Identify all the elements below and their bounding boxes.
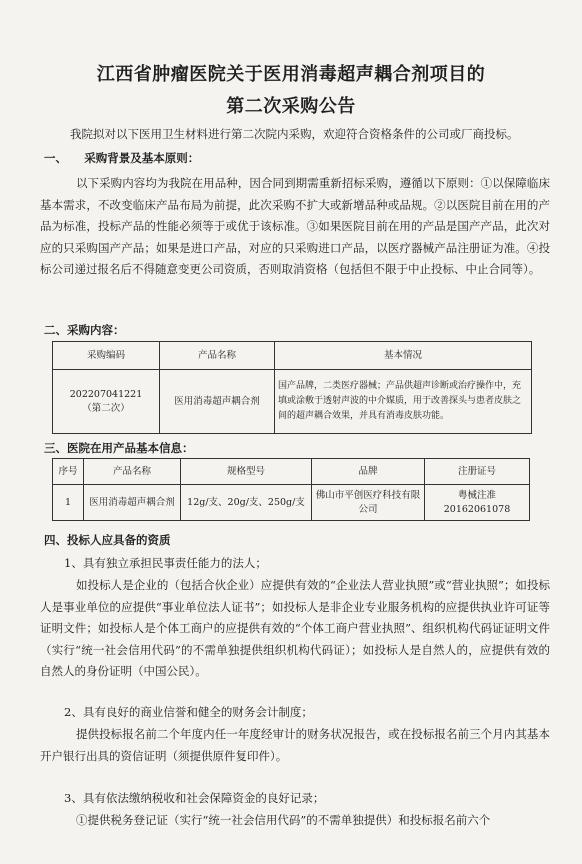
cell-brand: 佛山市平创医疗科技有限公司 — [312, 485, 425, 521]
cell-description: 国产品牌，二类医疗器械；产品供超声诊断或治疗操作中，充填或涂敷于透射声波的中介媒质，用于改善探头与患者皮肤之间的超声耦合效果，并具有消毒皮肤功能。 — [275, 370, 532, 434]
qualification-2-body: 提供投标报名前二个年度内任一年度经审计的财务状况报告，或在投标报名前三个月内其基本开户银行出具的资信证明（须提供原件复印件）。 — [40, 727, 550, 763]
round-text: （第二次） — [82, 402, 130, 414]
col-header-spec: 规格型号 — [181, 459, 312, 485]
title-line-2: 第二次采购公告 — [226, 96, 356, 117]
section-1-heading: 一、 采购背景及基本原则： — [44, 151, 200, 165]
qualification-2: 2、具有良好的商业信誉和健全的财务会计制度； — [64, 705, 313, 719]
col-header-reg: 注册证号 — [425, 459, 530, 485]
product-info-table — [52, 458, 530, 521]
col-header-product: 产品名称 — [84, 459, 181, 485]
col-header-code: 采购编码 — [53, 342, 160, 370]
qualification-1-body: 如投标人是企业的（包括合伙企业）应提供有效的“企业法人营业执照”或“营业执照”；如投标人是事业单位的应提供“事业单位法人证书”；如投标人是非企业专业服务机构的应提供执业许可证等证明文件；如投标人是个体工商户的应提供有效的“个体工商户营业执照”、组织机构代码证证明文件（实行“统一社会信用代码”的不需单独提供组织机构代码证）；如投标人是自然人的，应提供有效的自然人的身份证明（中国公民）。 — [40, 578, 550, 678]
section-3-heading: 三、医院在用产品基本信息： — [44, 441, 194, 455]
section-4-heading: 四、投标人应具备的资质 — [44, 533, 171, 547]
code-text: 202207041221 — [69, 388, 143, 400]
section-1-body: 以下采购内容均为我院在用品种，因合同到期需重新招标采购，遵循以下原则：①以保障临床基本需求，不改变临床产品布局为前提，此次采购不扩大或新增品种或品规。②以医院目前在用的产品为标准，投标产品的性能必须等于或优于该标准。③如果医院目前在用的产品是国产产品，此次对应的只采购国产产品；如果是进口产品，对应的只采购进口产品，以医疗器械产品注册证为准。④投标公司递过报名后不得随意变更公司资质，否则取消资格（包括但不限于中止投标、中止合同等）。 — [40, 176, 550, 276]
cell-product-name: 医用消毒超声耦合剂 — [160, 370, 275, 434]
col-header-no: 序号 — [53, 459, 84, 485]
col-header-name: 产品名称 — [160, 342, 275, 370]
title-line-1: 江西省肿瘤医院关于医用消毒超声耦合剂项目的 — [96, 64, 486, 85]
intro-paragraph: 我院拟对以下医用卫生材料进行第二次院内采购，欢迎符合资格条件的公司或厂商投标。 — [70, 127, 519, 141]
col-header-brand: 品牌 — [312, 459, 425, 485]
table-row — [53, 485, 530, 521]
col-header-desc: 基本情况 — [275, 342, 532, 370]
cell-spec: 12g/支、20g/支、250g/支 — [181, 485, 312, 521]
table-row — [53, 370, 532, 434]
cell-reg: 粤械注准 20162061078 — [425, 485, 530, 521]
cell-code — [53, 370, 160, 434]
qualification-3-body: ①提供税务登记证（实行“统一社会信用代码”的不需单独提供）和投标报名前六个 — [76, 813, 491, 827]
qualification-1: 1、具有独立承担民事责任能力的法人； — [64, 556, 267, 570]
procurement-table — [52, 341, 532, 434]
cell-no: 1 — [53, 485, 84, 521]
cell-product: 医用消毒超声耦合剂 — [84, 485, 181, 521]
section-2-heading: 二、采购内容： — [44, 323, 125, 337]
qualification-3: 3、具有依法缴纳税收和社会保障资金的良好记录； — [64, 791, 325, 805]
